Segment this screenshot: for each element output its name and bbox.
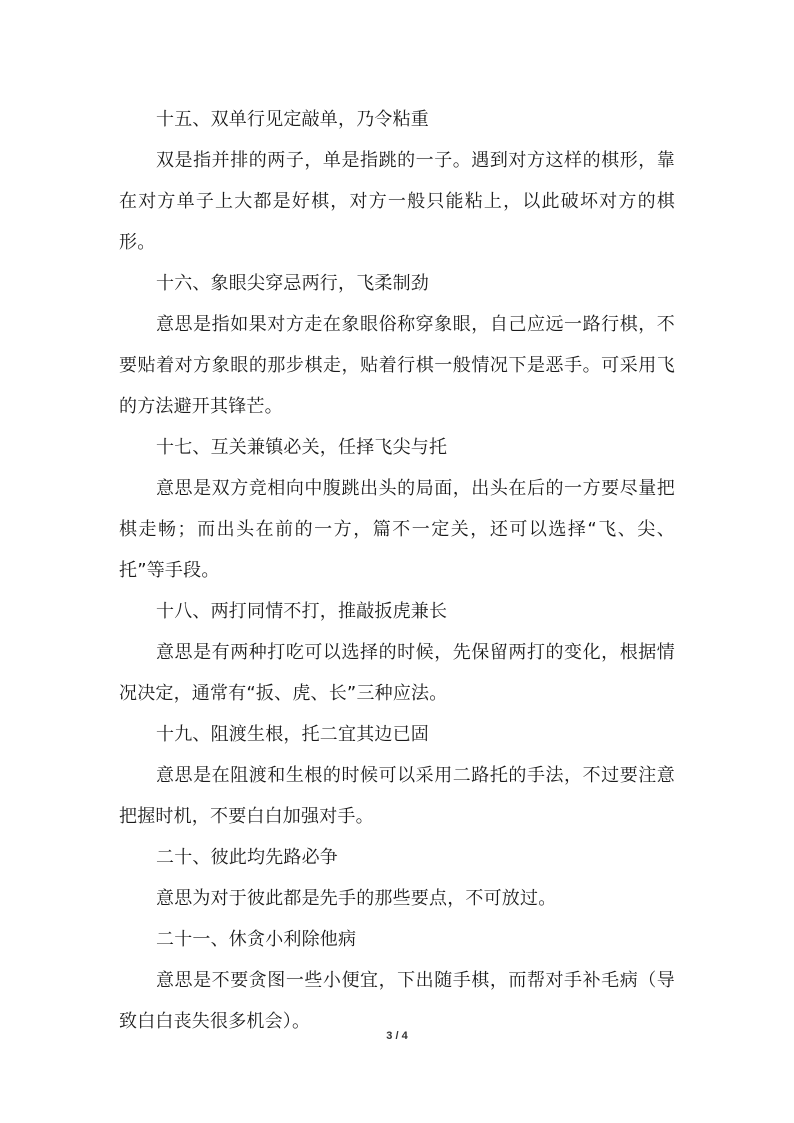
- section-heading-18: 十八、两打同情不打，推敲扳虎兼长: [156, 601, 448, 622]
- section-body-19: 意思是在阻渡和生根的时候可以采用二路托的手法，不过要注意把握时机，不要白白加强对手。: [119, 765, 675, 827]
- section-body-20: 意思为对于彼此都是先手的那些要点，不可放过。: [156, 888, 557, 909]
- section-heading-19: 十九、阻渡生根，托二宜其边已固: [156, 724, 429, 745]
- page-number: 3 / 4: [386, 1030, 408, 1042]
- section-body-18: 意思是有两种打吃可以选择的时候，先保留两打的变化，根据情况决定，通常有“扳、虎、长”三种应法。: [119, 642, 675, 704]
- section-heading-20: 二十、彼此均先路必争: [156, 847, 338, 868]
- section-heading-21: 二十一、休贪小利除他病: [156, 929, 357, 950]
- section-body-16: 意思是指如果对方走在象眼俗称穿象眼，自己应远一路行棋，不要贴着对方象眼的那步棋走，贴着行棋一般情况下是恶手。可采用飞的方法避开其锋芒。: [119, 314, 675, 417]
- section-heading-16: 十六、象眼尖穿忌两行，飞柔制劲: [156, 273, 429, 294]
- document-body: [119, 99, 675, 1042]
- section-heading-17: 十七、互关兼镇必关，任择飞尖与托: [156, 437, 448, 458]
- section-body-15: 双是指并排的两子，单是指跳的一子。遇到对方这样的棋形，靠在对方单子上大都是好棋，对方一般只能粘上，以此破坏对方的棋形。: [119, 150, 675, 253]
- section-body-21: 意思是不要贪图一些小便宜，下出随手棋，而帮对手补毛病（导致白白丧失很多机会）。: [119, 970, 675, 1032]
- section-heading-15: 十五、双单行见定敲单，乃令粘重: [156, 109, 429, 130]
- section-body-17: 意思是双方竞相向中腹跳出头的局面，出头在后的一方要尽量把棋走畅；而出头在前的一方，篇不一定关，还可以选择“飞、尖、托”等手段。: [119, 478, 675, 581]
